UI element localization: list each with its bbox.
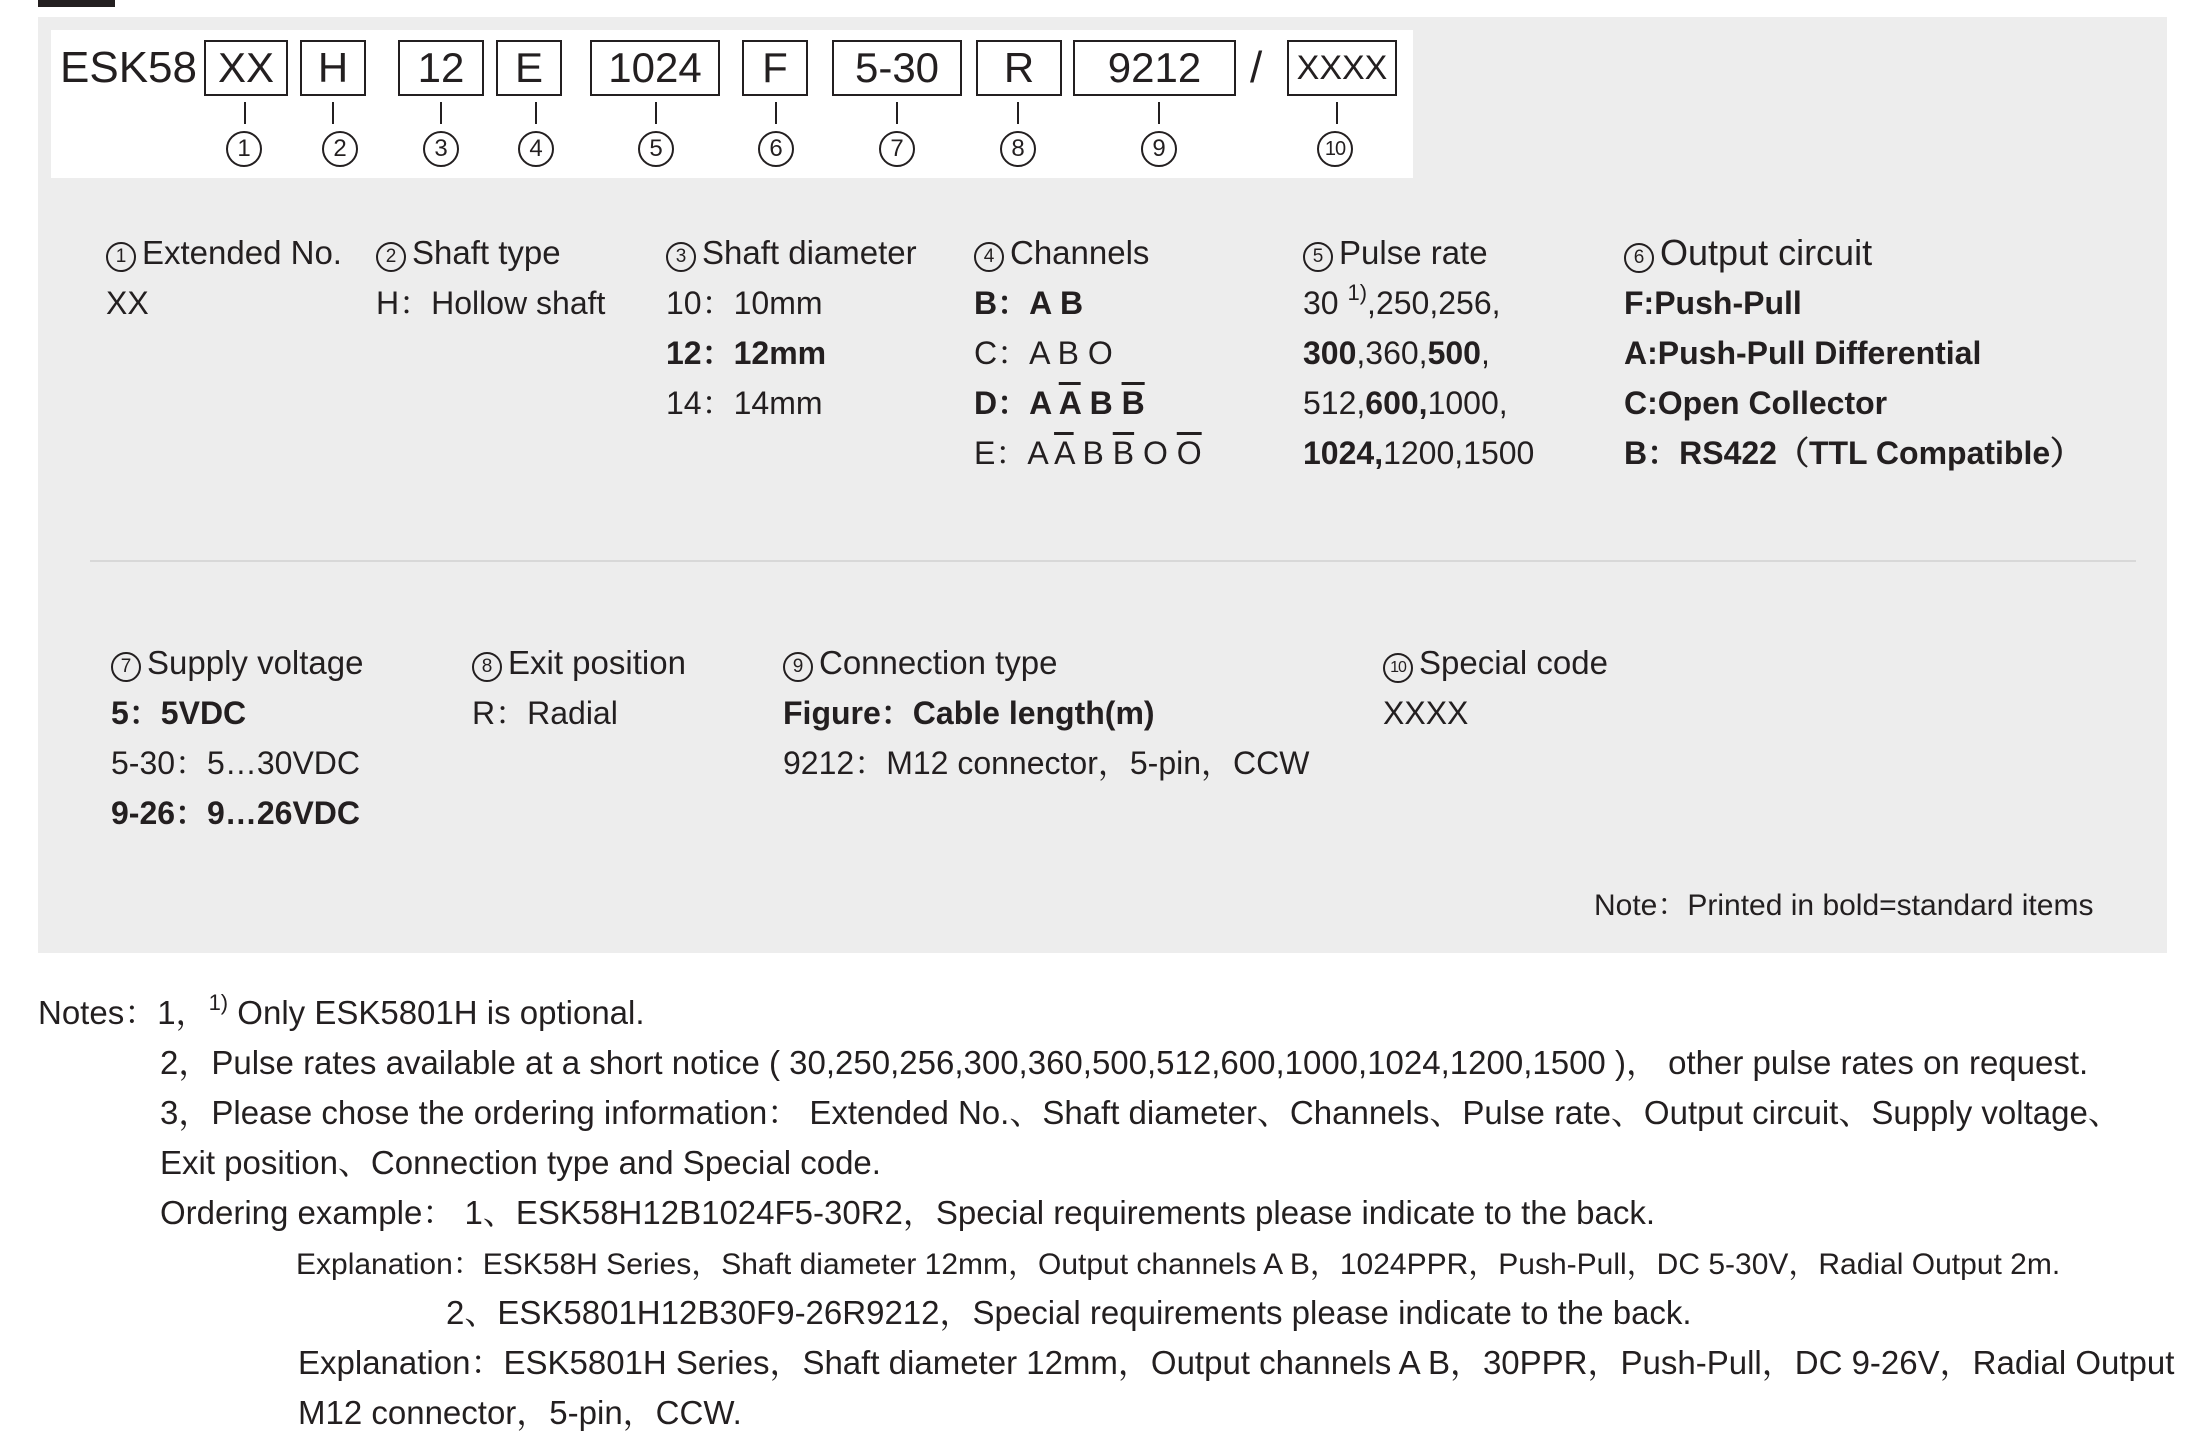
pulse-text-standard: 600,: [1365, 385, 1428, 421]
code-tick-2: [332, 102, 334, 124]
channel-key: D: [974, 385, 998, 421]
section-channels: [974, 228, 1202, 478]
footnote-marker: 1): [208, 990, 229, 1015]
circled-number-1: 1: [106, 242, 136, 272]
code-number-4: 4: [518, 131, 554, 167]
code-segment-8: R: [976, 40, 1062, 96]
code-tick-1: [244, 102, 246, 124]
section-line-standard: 9-26：9…26VDC: [111, 795, 361, 831]
pulse-text: 30: [1303, 285, 1348, 321]
code-number-2: 2: [322, 131, 358, 167]
pulse-text: 512,: [1303, 385, 1366, 421]
section-line: XX: [106, 285, 149, 321]
circled-number-6: 6: [1624, 243, 1654, 273]
circled-number-10: 10: [1383, 653, 1413, 683]
code-segment-1: XX: [204, 40, 288, 96]
code-segment-4: E: [496, 40, 562, 96]
section-line-standard: 12：12mm: [666, 335, 827, 371]
section-title: Special code: [1419, 644, 1608, 681]
section-line: 14：14mm: [666, 385, 823, 421]
section-pulse-rate: [1303, 228, 1534, 478]
code-segment-5: 1024: [590, 40, 720, 96]
example-1-explanation: Explanation：ESK58H Series，Shaft diameter 12mm，Output channels A B，1024PPR，Push-Pull，DC 5-30V，Radial Output 2m.: [296, 1248, 2061, 1281]
channel-key: B: [974, 285, 998, 321]
code-tick-9: [1158, 102, 1160, 124]
note-text: Only ESK5801H is optional.: [228, 994, 645, 1031]
section-line-standard: C:Open Collector: [1624, 385, 1888, 421]
section-exit-position: [472, 638, 686, 738]
section-supply-voltage: [111, 638, 363, 838]
code-segment-6: F: [742, 40, 808, 96]
section-line: H：Hollow shaft: [376, 285, 606, 321]
code-segment-9: 9212: [1073, 40, 1236, 96]
pulse-text-standard: 1024,: [1303, 435, 1384, 471]
section-line: XXXX: [1383, 695, 1469, 731]
code-tick-8: [1017, 102, 1019, 124]
section-special-code: [1383, 638, 1608, 738]
code-segment-7: 5-30: [832, 40, 962, 96]
section-line: 10：10mm: [666, 285, 823, 321]
bold-legend-note: Note：Printed in bold=standard items: [1594, 889, 2094, 922]
top-bar-marker: [38, 0, 115, 7]
section-shaft-diameter: [666, 228, 917, 428]
section-shaft-type: [376, 228, 605, 328]
section-title: Exit position: [508, 644, 686, 681]
section-extended-no: [106, 228, 342, 328]
pulse-text: ,250,256,: [1367, 285, 1501, 321]
section-title: Shaft type: [412, 234, 561, 271]
pulse-line-1: [1303, 278, 1534, 328]
code-prefix: ESK58: [60, 43, 197, 92]
pulse-text: ,: [1480, 335, 1490, 371]
note-3b: Exit position、Connection type and Special code.: [160, 1144, 881, 1181]
pulse-text-standard: 500: [1427, 335, 1481, 371]
code-number-3: 3: [423, 131, 459, 167]
code-number-7: 7: [879, 131, 915, 167]
code-segment-3: 12: [398, 40, 484, 96]
notes-label: Notes：1，: [38, 994, 209, 1031]
note-3a: 3，Please chose the ordering information： Extended No.、Shaft diameter、Channels、Pulse rate、Output circuit、Supply voltage、: [160, 1094, 2121, 1131]
channels-line-b: B：A B: [974, 285, 1084, 321]
pulse-text: 1000,: [1427, 385, 1508, 421]
circled-number-3: 3: [666, 242, 696, 272]
section-line: 9212：M12 connector，5-pin，CCW: [783, 745, 1310, 781]
code-number-8: 8: [1000, 131, 1036, 167]
section-title: Output circuit: [1660, 232, 1873, 273]
circled-number-2: 2: [376, 242, 406, 272]
code-tick-7: [896, 102, 898, 124]
pulse-text: 1200,1500: [1383, 435, 1535, 471]
code-segment-2: H: [300, 40, 366, 96]
section-line: R：Radial: [472, 695, 618, 731]
section-output-circuit: [1624, 228, 2082, 478]
circled-number-4: 4: [974, 242, 1004, 272]
footnote-marker: 1): [1347, 280, 1368, 305]
channels-line-e: E：A $\overline{A}$ B $\overline{B}$ O $\overline{O}$: [974, 435, 1202, 471]
code-segment-10: XXXX: [1287, 40, 1397, 96]
code-tick-5: [655, 102, 657, 124]
channel-key: C: [974, 335, 998, 371]
example-2-explanation: Explanation：ESK5801H Series，Shaft diameter 12mm，Output channels A B，30PPR，Push-Pull，DC 9-26V，Radial Output: [298, 1344, 2175, 1381]
channel-value: A B: [1029, 285, 1084, 321]
code-number-9: 9: [1141, 131, 1177, 167]
circled-number-9: 9: [783, 652, 813, 682]
code-number-6: 6: [758, 131, 794, 167]
section-title: Supply voltage: [147, 644, 364, 681]
channels-line-c: C：A B O: [974, 335, 1113, 371]
section-title: Channels: [1010, 234, 1150, 271]
circled-number-5: 5: [1303, 242, 1333, 272]
section-connection-type: [783, 638, 1309, 788]
code-number-1: 1: [226, 131, 262, 167]
channel-value: A B O: [1029, 335, 1113, 371]
code-tick-10: [1336, 102, 1338, 124]
ordering-example-1: Ordering example： 1、ESK58H12B1024F5-30R2，Special requirements please indicate to the back.: [160, 1194, 1655, 1231]
code-tick-3: [440, 102, 442, 124]
pulse-line-2: [1303, 328, 1534, 378]
note-1: [38, 988, 645, 1038]
section-title: Extended No.: [142, 234, 342, 271]
code-number-10: 10: [1317, 131, 1353, 167]
ordering-example-2: 2、ESK5801H12B30F9-26R9212，Special requirements please indicate to the back.: [446, 1294, 1692, 1331]
pulse-text-standard: 300: [1303, 335, 1357, 371]
section-line-standard: F:Push-Pull: [1624, 285, 1802, 321]
section-line-standard: Figure：Cable length(m): [783, 695, 1155, 731]
code-separator: /: [1250, 43, 1263, 92]
section-title: Shaft diameter: [702, 234, 917, 271]
pulse-line-3: [1303, 378, 1534, 428]
section-line: 5-30：5…30VDC: [111, 745, 361, 781]
code-tick-4: [535, 102, 537, 124]
section-line-standard: A:Push-Pull Differential: [1624, 335, 1982, 371]
circled-number-7: 7: [111, 652, 141, 682]
note-2: 2，Pulse rates available at a short notice ( 30,250,256,300,360,500,512,600,1000,1024,1200,1500 )， other pulse rates on request.: [160, 1044, 2089, 1081]
pulse-text: ,360,: [1356, 335, 1428, 371]
section-title: Connection type: [819, 644, 1058, 681]
section-title: Pulse rate: [1339, 234, 1488, 271]
section-divider: [90, 560, 2136, 562]
code-tick-6: [775, 102, 777, 124]
section-line-standard: 5：5VDC: [111, 695, 247, 731]
channels-line-d: D：A $\overline{A}$ B $\overline{B}$: [974, 385, 1145, 421]
circled-number-8: 8: [472, 652, 502, 682]
code-number-5: 5: [638, 131, 674, 167]
example-2-explanation-cont: M12 connector，5-pin，CCW.: [298, 1394, 742, 1431]
channel-key: E: [974, 435, 996, 471]
pulse-line-4: [1303, 428, 1534, 478]
section-line-standard: B：RS422（TTL Compatible）: [1624, 435, 2083, 471]
